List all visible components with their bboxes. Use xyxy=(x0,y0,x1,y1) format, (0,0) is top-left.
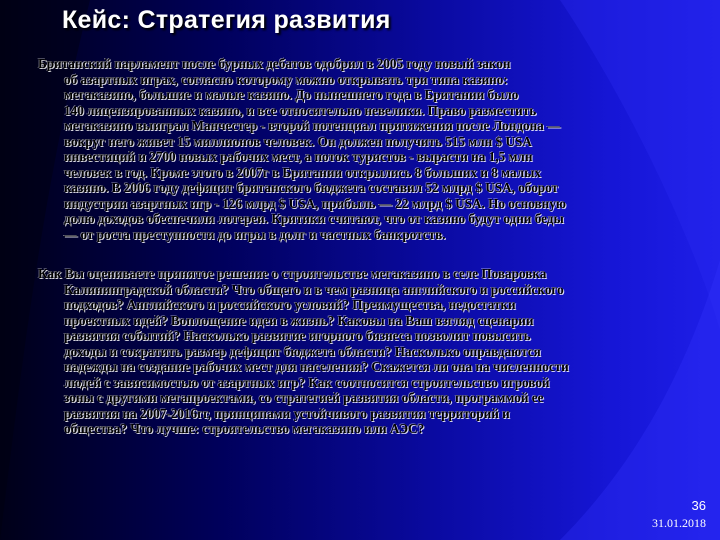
paragraph-line: Как Вы оцениваете принятое решение о строительстве мегаказино в селе Поваровка xyxy=(38,266,547,281)
paragraph-line: 140 лицензированных казино, и все относительно невелики. Право разместить xyxy=(64,102,537,118)
paragraph-line: казино. В 2006 году дефицит британского бюджета составил 52 млрд $ USA, оборот xyxy=(64,180,559,195)
paragraph-line: надежды на создание рабочих мест для населения? Скажется ли она на численности xyxy=(64,359,569,374)
paragraph-line: людей с зависимостью от азартных игр? Как соотносится строительство игровой xyxy=(64,374,550,390)
paragraph-line: об азартных играх, согласно которому можно открывать три типа казино: xyxy=(64,71,508,87)
paragraph-line: подходов? Английского и российского условий? Преимущества, недостатки xyxy=(64,297,516,312)
paragraph-line: Калининградской области? Что общего и в чем разница английского и российского xyxy=(64,281,564,297)
paragraph-line: инвестиций и 2700 новых рабочих мест, а поток туристов - вырасти на 1,5 млн xyxy=(64,149,533,164)
paragraph-line: вокруг него живет 15 миллионов человек. Он должен получить 515 млн $ USA xyxy=(64,133,532,149)
paragraph-line: зоны с другими мегапроектами, со стратегией развития области, программой ее xyxy=(64,390,544,405)
slide-number: 36 xyxy=(691,498,706,513)
paragraph-line: общества? Что лучше: строительство мегаказино или АЭС? xyxy=(64,421,425,436)
paragraph-line: развития на 2007-2016гг, принципами устойчивого развития территорий и xyxy=(64,405,510,421)
slide-title: Кейс: Стратегия развития xyxy=(62,6,391,34)
paragraph-line: развития событий? Насколько развитие игорного бизнеса позволит повысить xyxy=(64,328,531,343)
paragraph-line: проектных идей? Воплощение идеи в жизнь? Каковы на Ваш взгляд сценарии xyxy=(64,312,534,328)
paragraph-line: мегаказино, большие и малые казино. До нынешнего года в Британии было xyxy=(64,87,519,102)
paragraph-line: индустрии азартных игр - 126 млрд $ USA, прибыль — 22 млрд $ USA. Но основную xyxy=(64,195,566,211)
paragraph-line: Британский парламент после бурных дебатов одобрил в 2005 году новый закон xyxy=(38,56,511,71)
paragraph-line: — от роста преступности до игры в долг и частных банкротств. xyxy=(64,226,446,242)
paragraph-line: мегаказино выиграл Манчестер - второй потенциал притяжения после Лондона — xyxy=(64,118,561,133)
paragraph-line: человек в год. Кроме этого в 2007г в Британии открылись 8 больших и 8 малых xyxy=(64,164,542,180)
paragraph-line: долю доходов обеспечили лотереи. Критики считают, что от казино будут одни беды xyxy=(64,211,564,226)
slide-date: 31.01.2018 xyxy=(652,516,706,530)
paragraph-line: доходы и сократить размер дефицит бюджета области? Насколько оправдаются xyxy=(64,343,541,359)
case-description-paragraph xyxy=(38,56,710,242)
discussion-questions-paragraph xyxy=(38,266,710,437)
